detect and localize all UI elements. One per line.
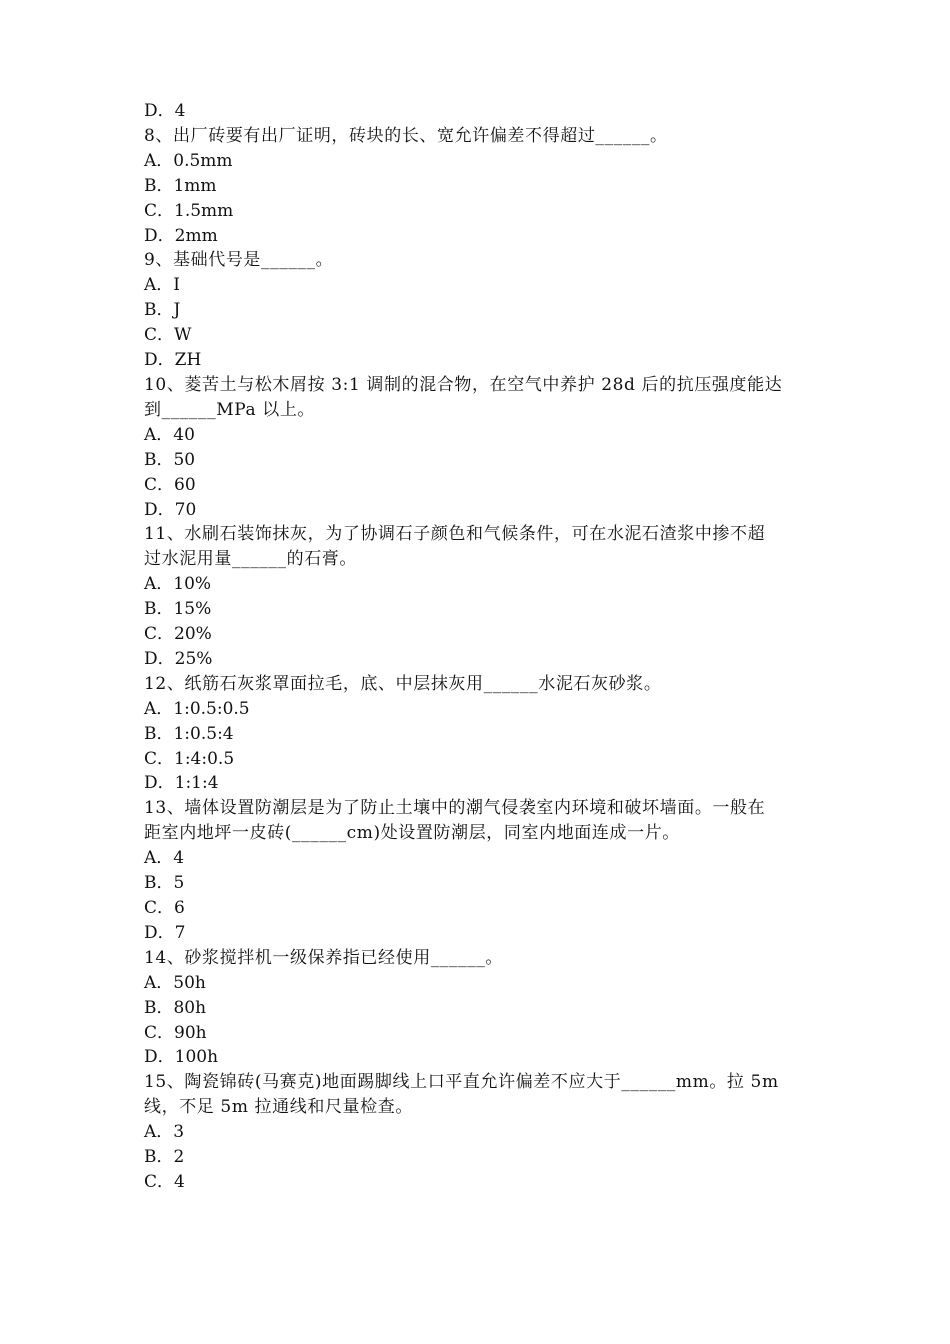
option-a: A．10% xyxy=(144,574,212,595)
option-d: D．ZH xyxy=(144,350,202,371)
option-a: A．4 xyxy=(144,848,185,869)
option-c: C．90h xyxy=(144,1022,207,1043)
option-b: B．5 xyxy=(144,873,185,894)
option-b: B．J xyxy=(144,300,181,321)
option-d: D．100h xyxy=(144,1047,219,1068)
question-8: 8、出厂砖要有出厂证明，砖块的长、宽允许偏差不得超过______。 xyxy=(144,125,668,146)
option-d: D．1:1:4 xyxy=(144,773,219,794)
question-9: 9、基础代号是______。 xyxy=(144,250,334,271)
question-15: 15、陶瓷锦砖(马赛克)地面踢脚线上口平直允许偏差不应大于______mm。拉 5m xyxy=(144,1072,779,1093)
option-a: A．0.5mm xyxy=(144,150,233,171)
option-b: B．15% xyxy=(144,599,212,620)
option-b: B．1mm xyxy=(144,175,217,196)
question-10-continued: 到______MPa 以上。 xyxy=(144,399,316,420)
option-b: B．80h xyxy=(144,997,207,1018)
question-12: 12、纸筋石灰浆罩面拉毛，底、中层抹灰用______水泥石灰砂浆。 xyxy=(144,673,662,694)
option-d: D．25% xyxy=(144,648,213,669)
option-d: D．70 xyxy=(144,499,197,520)
option-c: C．20% xyxy=(144,624,212,645)
question-10: 10、菱苦土与松木屑按 3:1 调制的混合物，在空气中养护 28d 后的抗压强度能达 xyxy=(144,374,783,395)
option-a: A．3 xyxy=(144,1122,185,1143)
option-c: C．6 xyxy=(144,898,185,918)
question-11-continued: 过水泥用量______的石膏。 xyxy=(144,549,357,570)
option-c: C．4 xyxy=(144,1171,185,1192)
question-14: 14、砂浆搅拌机一级保养指已经使用______。 xyxy=(144,947,504,968)
option-c: C．W xyxy=(144,325,192,346)
option-d: D．2mm xyxy=(144,225,218,246)
option-a: A．1:0.5:0.5 xyxy=(144,698,250,719)
option-d: D．4 xyxy=(144,101,186,121)
question-11: 11、水刷石装饰抹灰，为了协调石子颜色和气候条件，可在水泥石渣浆中掺不超 xyxy=(144,524,766,545)
option-a: A．I xyxy=(144,275,180,296)
option-c: C．1.5mm xyxy=(144,200,234,221)
option-b: B．1:0.5:4 xyxy=(144,723,234,744)
option-c: C．60 xyxy=(144,474,196,495)
option-b: B．50 xyxy=(144,449,196,470)
option-d: D．7 xyxy=(144,922,186,943)
option-a: A．40 xyxy=(144,424,195,445)
document-page xyxy=(144,99,812,1195)
option-a: A．50h xyxy=(144,972,206,993)
question-13-continued: 距室内地坪一皮砖(______cm)处设置防潮层，同室内地面连成一片。 xyxy=(144,823,680,844)
option-c: C．1:4:0.5 xyxy=(144,748,235,769)
question-13: 13、墙体设置防潮层是为了防止土壤中的潮气侵袭室内环境和破坏墙面。一般在 xyxy=(144,798,766,819)
question-15-continued: 线，不足 5m 拉通线和尺量检查。 xyxy=(144,1097,413,1118)
option-b: B．2 xyxy=(144,1147,185,1168)
